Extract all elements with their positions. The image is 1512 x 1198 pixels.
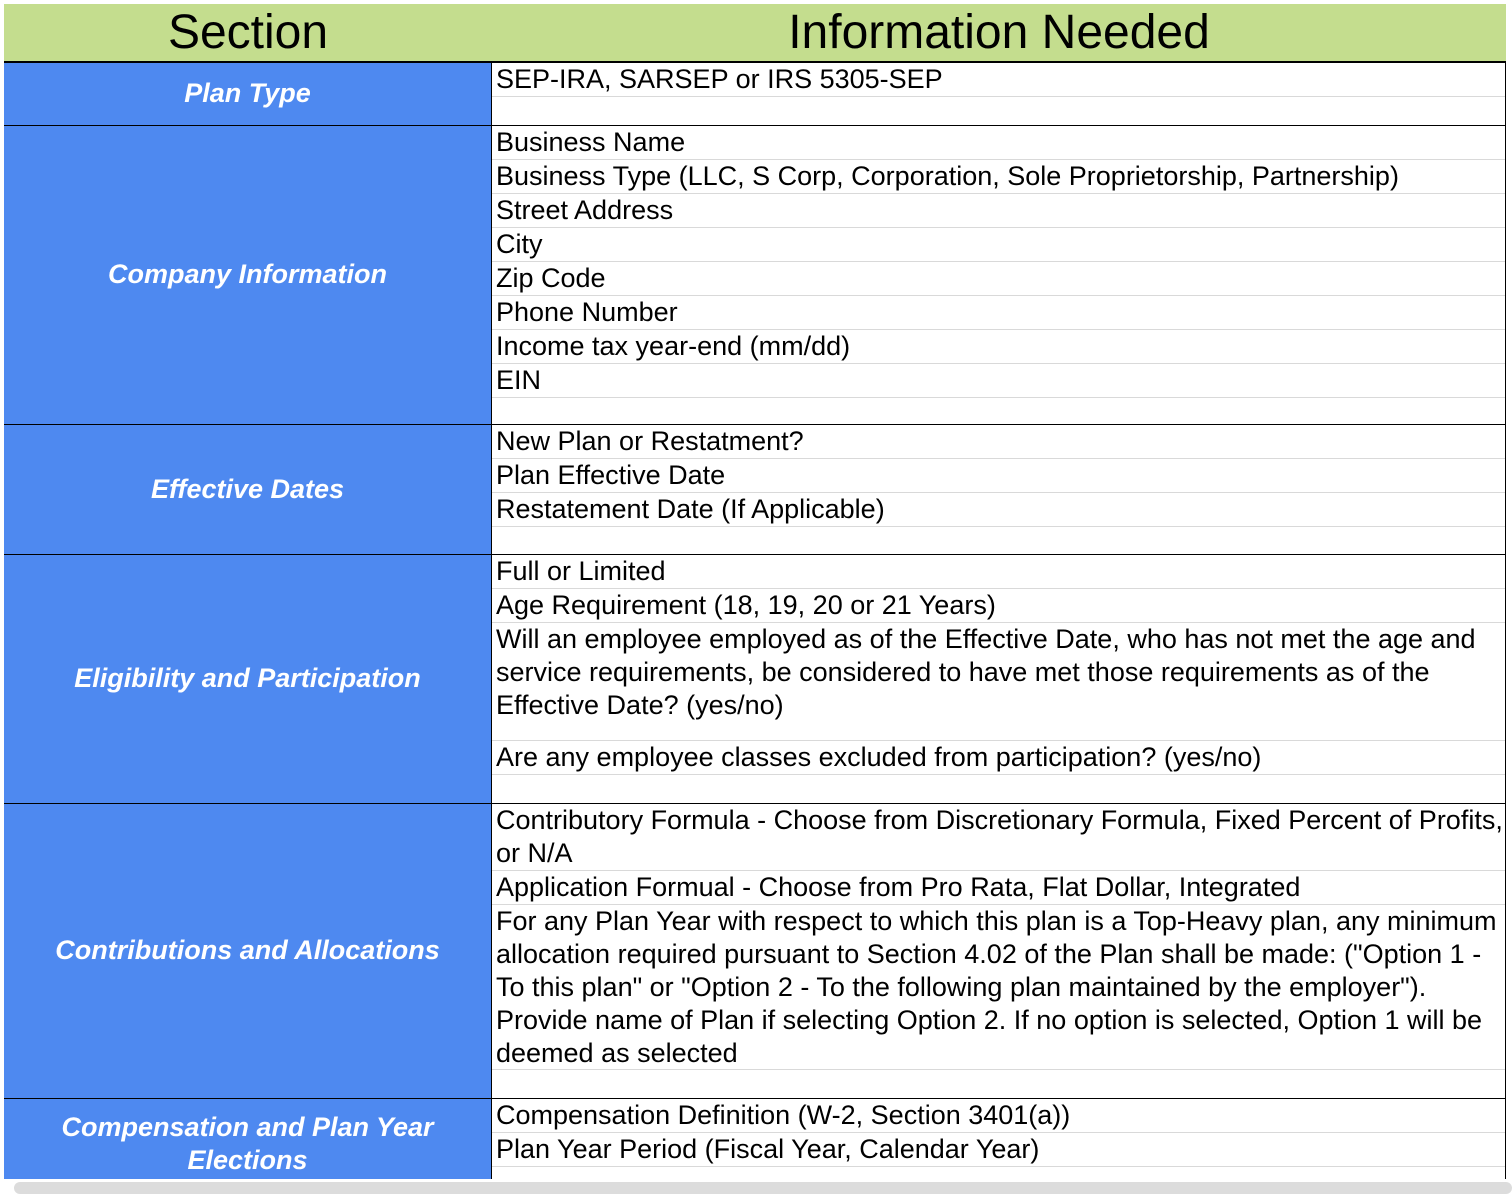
spreadsheet [4, 4, 1506, 1179]
header-information-needed[interactable]: Information Needed [788, 5, 1210, 59]
info-line[interactable]: Zip Code [492, 262, 1505, 296]
info-line[interactable]: Full or Limited [492, 555, 1505, 589]
info-line-blank[interactable] [492, 775, 1505, 803]
row-eligibility-and-participation [4, 555, 1506, 804]
info-line[interactable]: Age Requirement (18, 19, 20 or 21 Years) [492, 589, 1505, 623]
row-contributions-and-allocations [4, 804, 1506, 1099]
info-line[interactable]: Contributory Formula - Choose from Discretionary Formula, Fixed Percent of Profits, or N/A [492, 804, 1505, 871]
info-line[interactable]: Business Name [492, 126, 1505, 160]
info-line[interactable]: Plan Year Period (Fiscal Year, Calendar Year) [492, 1133, 1505, 1167]
info-line-blank[interactable] [492, 527, 1505, 554]
section-label-plan-type[interactable]: Plan Type [4, 63, 492, 125]
info-line[interactable]: Income tax year-end (mm/dd) [492, 330, 1505, 364]
info-line[interactable]: New Plan or Restatment? [492, 425, 1505, 459]
info-line-blank[interactable] [492, 97, 1505, 125]
info-line[interactable]: Restatement Date (If Applicable) [492, 493, 1505, 527]
info-line[interactable]: Business Type (LLC, S Corp, Corporation, Sole Proprietorship, Partnership) [492, 160, 1505, 194]
row-company-information [4, 126, 1506, 425]
row-compensation-and-plan-year-elections [4, 1099, 1506, 1179]
section-label-effective-dates[interactable]: Effective Dates [4, 425, 492, 554]
info-line[interactable]: EIN [492, 364, 1505, 398]
row-effective-dates [4, 425, 1506, 555]
section-label-contributions-and-allocations[interactable]: Contributions and Allocations [4, 804, 492, 1098]
header-row [4, 4, 1506, 63]
info-line[interactable]: Application Formual - Choose from Pro Rata, Flat Dollar, Integrated [492, 871, 1505, 905]
info-line[interactable]: Plan Effective Date [492, 459, 1505, 493]
info-line[interactable]: Phone Number [492, 296, 1505, 330]
section-label-eligibility-and-participation[interactable]: Eligibility and Participation [4, 555, 492, 803]
info-line[interactable]: Are any employee classes excluded from participation? (yes/no) [492, 741, 1505, 775]
info-line[interactable]: Compensation Definition (W-2, Section 3401(a)) [492, 1099, 1505, 1133]
info-line[interactable]: Will an employee employed as of the Effective Date, who has not met the age and service requirements, be considered to have met those requirements as of the Effective Date? (yes/no) [492, 623, 1505, 741]
row-plan-type [4, 63, 1506, 126]
info-line-blank[interactable] [492, 1167, 1505, 1179]
section-label-compensation-and-plan-year-elections[interactable]: Compensation and Plan Year Elections [4, 1099, 492, 1179]
info-line[interactable]: SEP-IRA, SARSEP or IRS 5305-SEP [492, 63, 1505, 97]
horizontal-scrollbar[interactable] [14, 1182, 1512, 1194]
info-line[interactable]: City [492, 228, 1505, 262]
section-label-company-information[interactable]: Company Information [4, 126, 492, 424]
info-line[interactable]: Street Address [492, 194, 1505, 228]
info-line-blank[interactable] [492, 1070, 1505, 1098]
header-section[interactable]: Section [167, 5, 329, 59]
info-line[interactable]: For any Plan Year with respect to which this plan is a Top-Heavy plan, any minimum allocation required pursuant to Section 4.02 of the Plan shall be made: ("Option 1 - To this plan" or "Option 2 - To the following plan maintained by the employer"). Provide name of Plan if selecting Option 2. If no option is selected, Option 1 will be deemed as selected [492, 905, 1505, 1070]
info-line-blank[interactable] [492, 398, 1505, 424]
